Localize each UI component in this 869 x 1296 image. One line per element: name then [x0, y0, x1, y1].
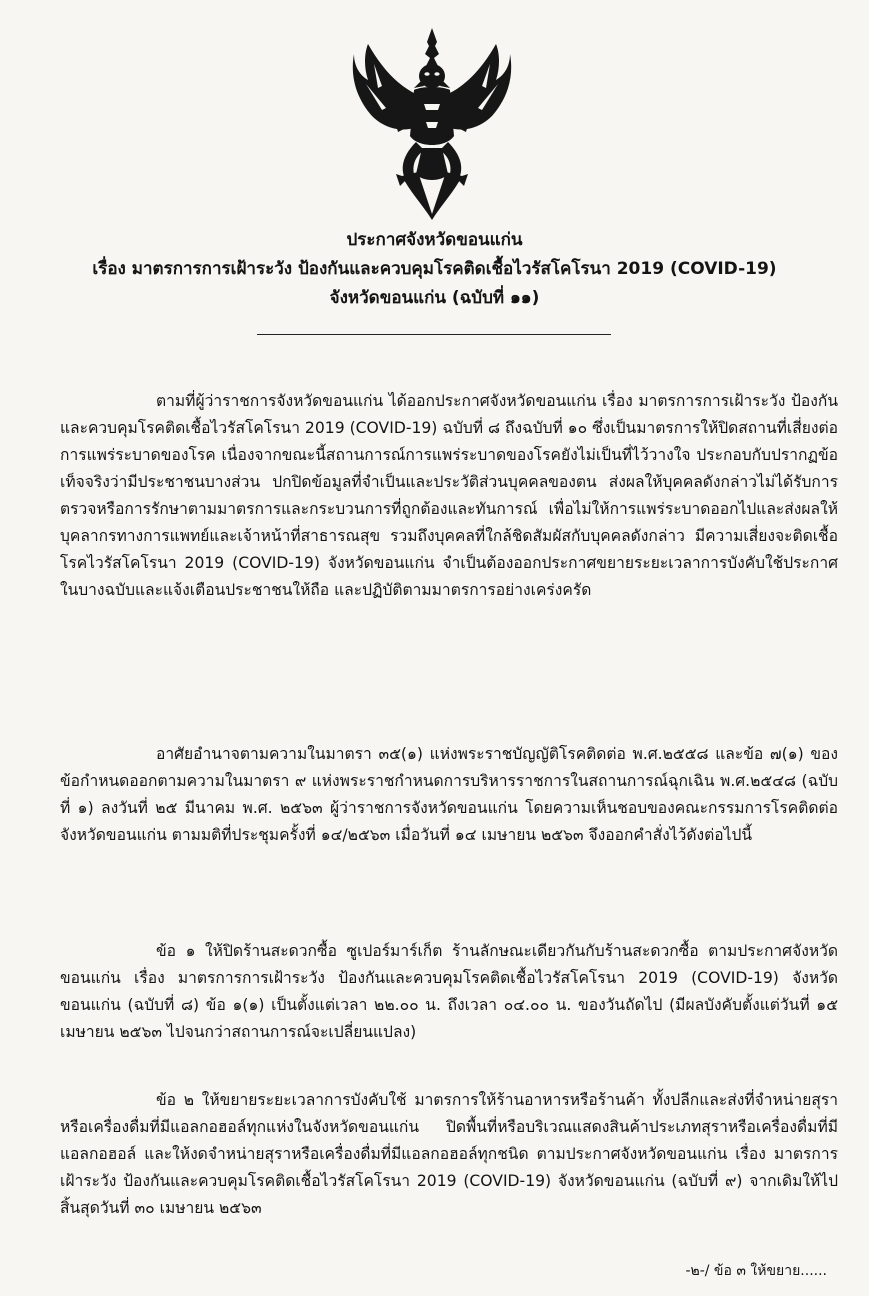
announcement-title: ประกาศจังหวัดขอนแก่น	[346, 230, 523, 250]
paragraph-clause-1: ข้อ ๑ ให้ปิดร้านสะดวกซื้อ ซูเปอร์มาร์เก็ต ร้านลักษณะเดียวกันกับร้านสะดวกซื้อ ตามประกาศจังหวัดขอนแก่น เรื่อง มาตรการการเฝ้าระวัง ป้องกันและควบคุมโรคติดเชื้อไวรัสโคโรนา 2019 (COVID-19) จังหวัดขอนแก่น (ฉบับที่ ๘) ข้อ ๑(๑) เป็นตั้งแต่เวลา ๒๒.๐๐ น. ถึงเวลา ๐๔.๐๐ น. ของวันถัดไป (มีผลบังคับตั้งแต่วันที่ ๑๕ เมษายน ๒๕๖๓ ไปจนกว่าสถานการณ์จะเปลี่ยนแปลง)	[60, 941, 838, 1041]
garuda-emblem-icon	[342, 24, 522, 222]
paragraph-authority: อาศัยอำนาจตามความในมาตรา ๓๕(๑) แห่งพระราชบัญญัติโรคติดต่อ พ.ศ.๒๕๕๘ และข้อ ๗(๑) ของข้อกำหนดออกตามความในมาตรา ๙ แห่งพระราชกำหนดการบริหารราชการในสถานการณ์ฉุกเฉิน พ.ศ.๒๕๔๘ (ฉบับที่ ๑) ลงวันที่ ๒๕ มีนาคม พ.ศ. ๒๕๖๓ ผู้ว่าราชการจังหวัดขอนแก่น โดยความเห็นชอบของคณะกรรมการโรคติดต่อจังหวัดขอนแก่น ตามมติที่ประชุมครั้งที่ ๑๔/๒๕๖๓ เมื่อวันที่ ๑๔ เมษายน ๒๕๖๓ จึงออกคำสั่งไว้ดังต่อไปนี้	[60, 744, 838, 844]
paragraph-clause-2: ข้อ ๒ ให้ขยายระยะเวลาการบังคับใช้ มาตรการให้ร้านอาหารหรือร้านค้า ทั้งปลีกและส่งที่จำหน่ายสุรา หรือเครื่องดื่มที่มีแอลกอฮอล์ทุกแห่งในจังหวัดขอนแก่น ปิดพื้นที่หรือบริเวณแสดงสินค้าประเภทสุราหรือเครื่องดื่มที่มีแอลกอฮอล์ และให้งดจำหน่ายสุราหรือเครื่องดื่มที่มีแอลกอฮอล์ทุกชนิด ตามประกาศจังหวัดขอนแก่น เรื่อง มาตรการเฝ้าระวัง ป้องกันและควบคุมโรคติดเชื้อไวรัสโคโรนา 2019 (COVID-19) จังหวัดขอนแก่น (ฉบับที่ ๙) จากเดิมให้ไปสิ้นสุดวันที่ ๓๐ เมษายน ๒๕๖๓	[60, 1090, 838, 1217]
paragraph-preamble: ตามที่ผู้ว่าราชการจังหวัดขอนแก่น ได้ออกประกาศจังหวัดขอนแก่น เรื่อง มาตรการการเฝ้าระวัง ป้องกันและควบคุมโรคติดเชื้อไวรัสโคโรนา 2019 (COVID-19) ฉบับที่ ๘ ถึงฉบับที่ ๑๐ ซึ่งเป็นมาตรการให้ปิดสถานที่เสี่ยงต่อการแพร่ระบาดของโรค เนื่องจากขณะนี้สถานการณ์การแพร่ระบาดของโรคยังไม่เป็นที่ไว้วางใจ ประกอบกับปรากฏข้อเท็จจริงว่ามีประชาชนบางส่วน ปกปิดข้อมูลที่จำเป็นและประวัติส่วนบุคคลของตน ส่งผลให้บุคคลดังกล่าวไม่ได้รับการตรวจหรือการรักษาตามมาตรการและกระบวนการที่ถูกต้องและทันการณ์ เพื่อไม่ให้การแพร่ระบาดออกไปและส่งผลให้บุคลากรทางการแพทย์และเจ้าหน้าที่สาธารณสุข รวมถึงบุคคลที่ใกล้ชิดสัมผัสกับบุคคลดังกล่าว มีความเสี่ยงจะติดเชื้อโรคไวรัสโคโรนา 2019 (COVID-19) จังหวัดขอนแก่น จำเป็นต้องออกประกาศขยายระยะเวลาการบังคับใช้ประกาศในบางฉบับและแจ้งเตือนประชาชนให้ถือ และปฏิบัติตามมาตรการอย่างเคร่งครัด	[60, 391, 838, 599]
page-continuation: -๒-/ ข้อ ๓ ให้ขยาย......	[685, 1263, 827, 1279]
divider	[257, 334, 611, 335]
announcement-subject: เรื่อง มาตรการการเฝ้าระวัง ป้องกันและควบคุมโรคติดเชื้อไวรัสโคโรนา 2019 (COVID-19)	[92, 259, 777, 279]
announcement-edition: จังหวัดขอนแก่น (ฉบับที่ ๑๑)	[329, 288, 540, 308]
